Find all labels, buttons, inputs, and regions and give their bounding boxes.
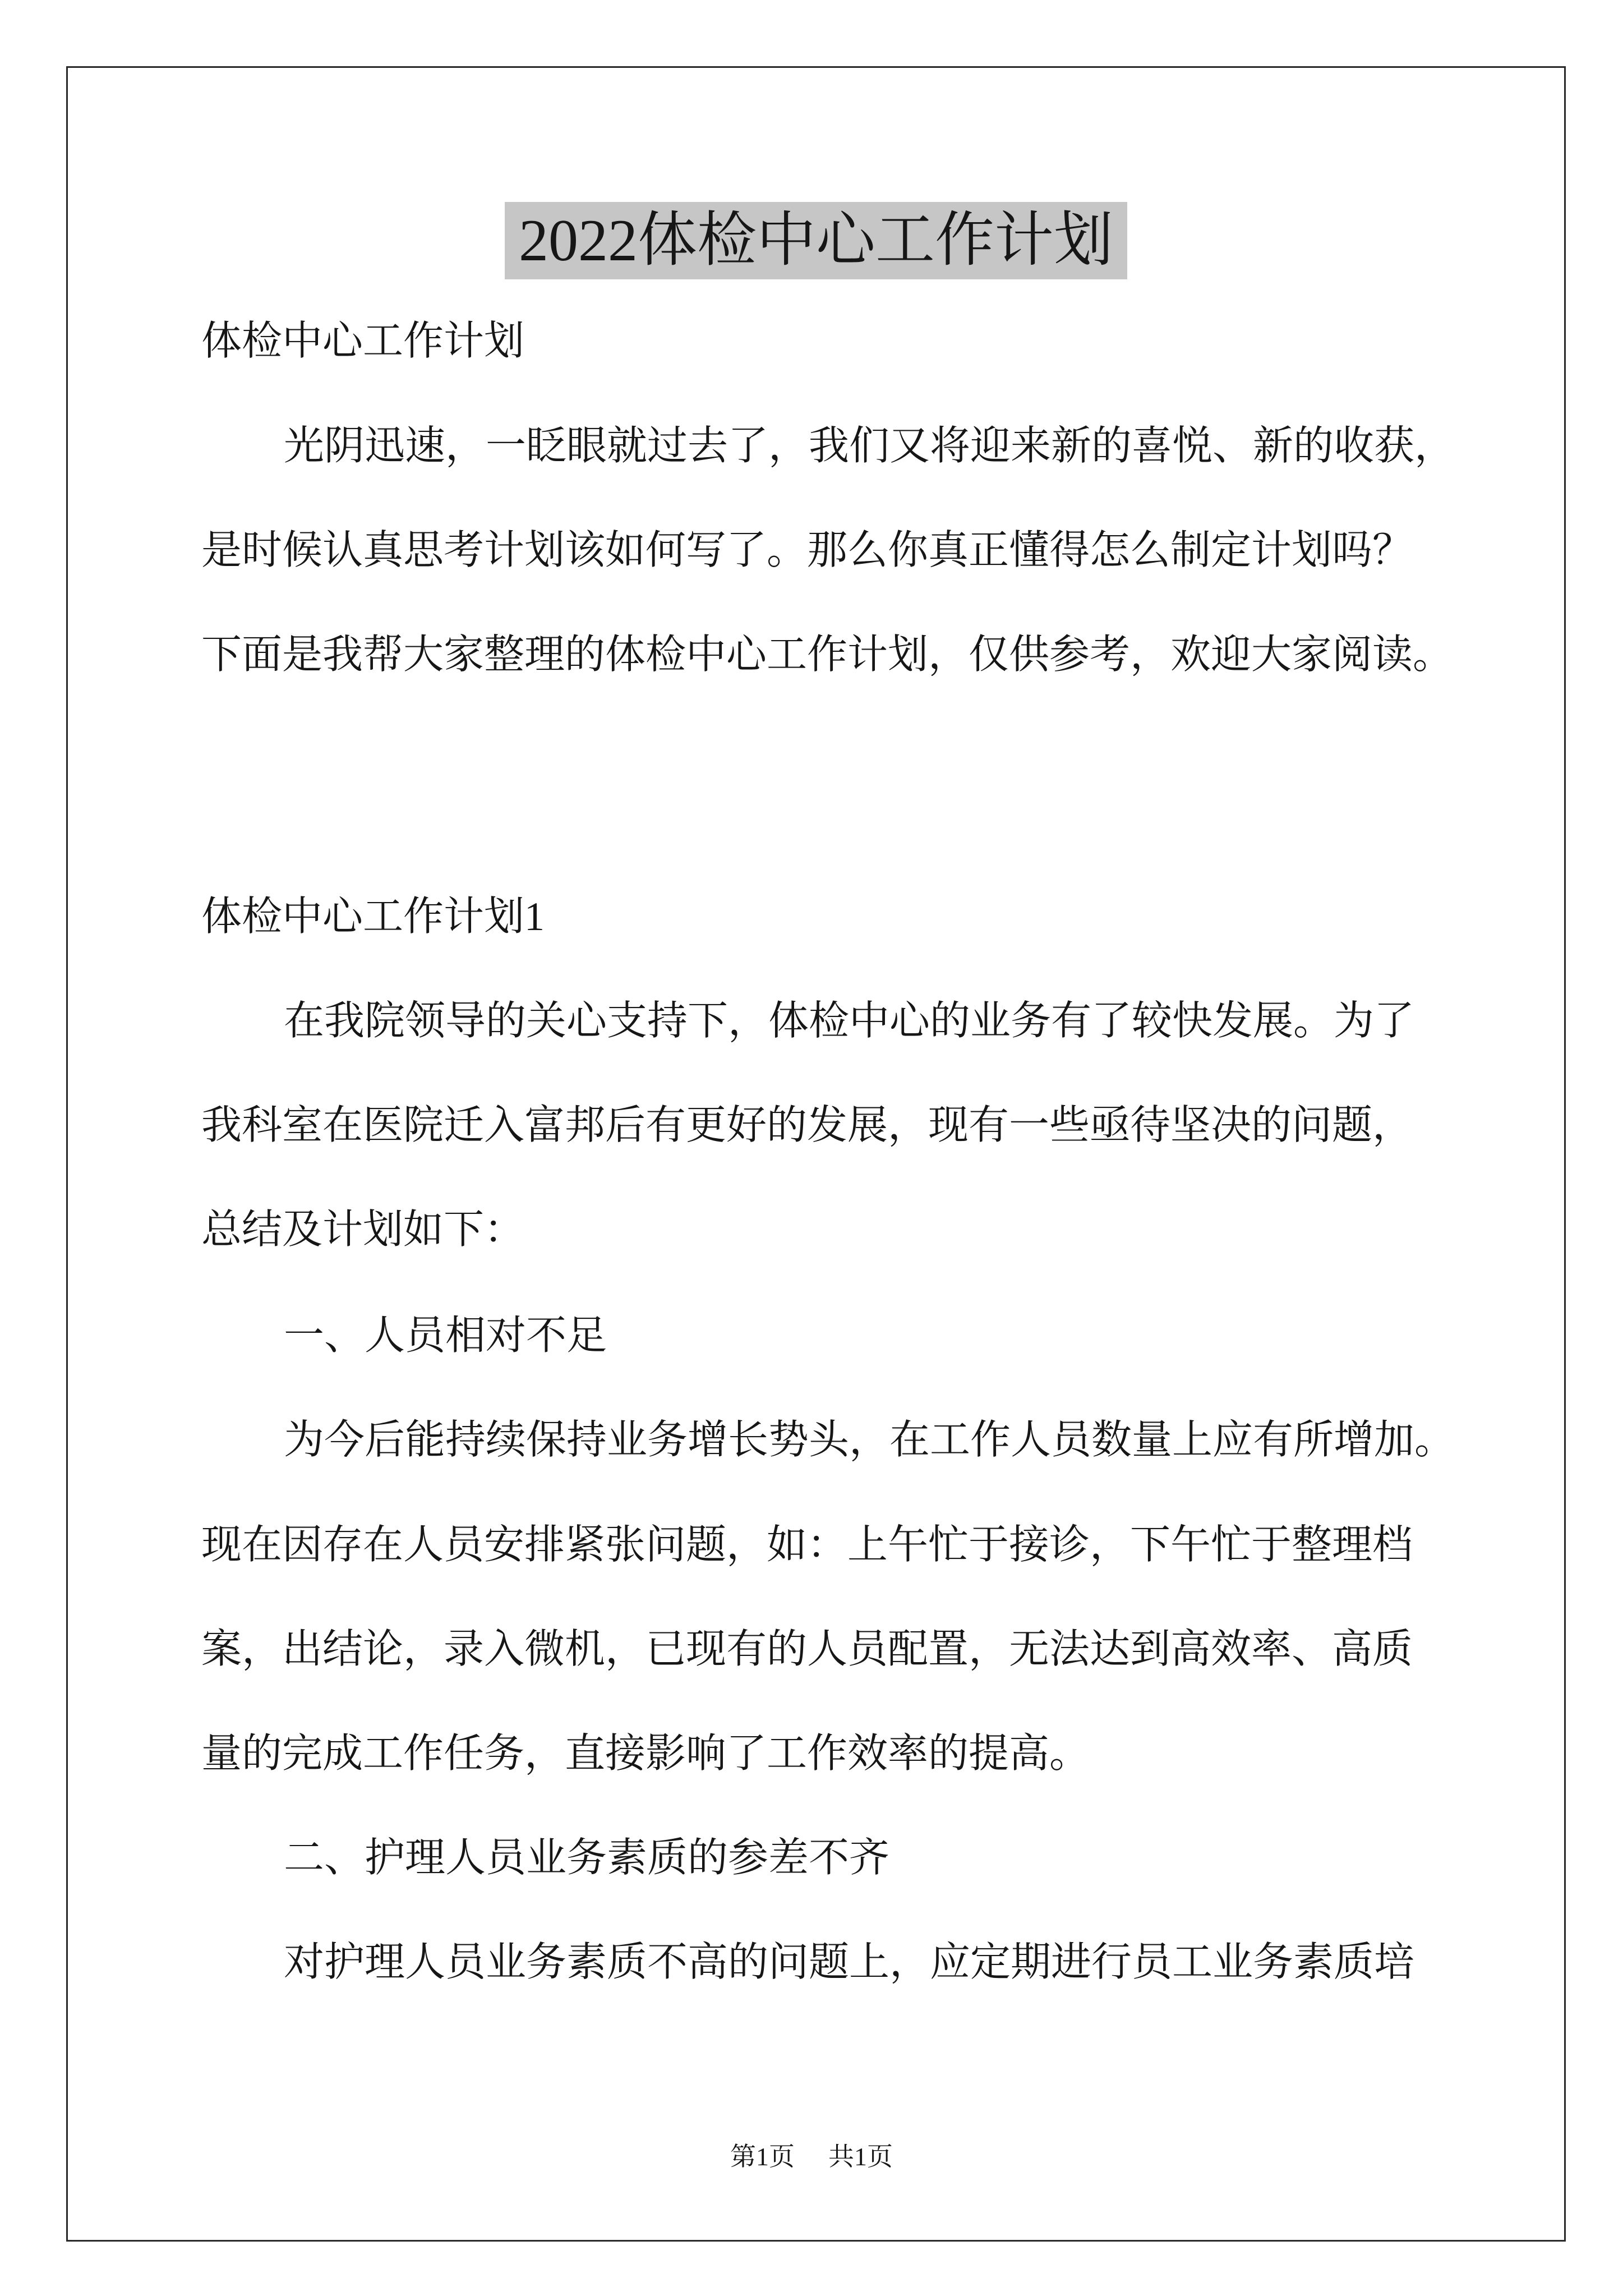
intro-line: 是时候认真思考计划该如何写了。那么你真正懂得怎么制定计划吗？: [201, 528, 1413, 573]
intro-line: 下面是我帮大家整理的体检中心工作计划，仅供参考，欢迎大家阅读。: [201, 632, 1454, 677]
intro-line: 光阴迅速，一眨眼就过去了，我们又将迎来新的喜悦、新的收获，: [284, 424, 1455, 468]
page-number-current: 第1页: [730, 2142, 795, 2171]
paragraph-line: 对护理人员业务素质不高的问题上，应定期进行员工业务素质培: [284, 1940, 1415, 1985]
paragraph-line: 总结及计划如下：: [201, 1207, 525, 1252]
paragraph-line: 案，出结论，录入微机，已现有的人员配置，无法达到高效率、高质: [201, 1627, 1413, 1672]
section-heading: 体检中心工作计划1: [201, 894, 545, 939]
paragraph-line: 在我院领导的关心支持下，体检中心的业务有了较快发展。为了: [284, 999, 1415, 1043]
page-number-total: 共1页: [828, 2142, 893, 2171]
document-title-highlight: [505, 202, 1127, 279]
document-heading: 体检中心工作计划: [201, 319, 525, 364]
paragraph-line: 量的完成工作任务，直接影响了工作效率的提高。: [201, 1731, 1090, 1776]
list-item-heading: 二、护理人员业务素质的参差不齐: [284, 1835, 890, 1880]
paragraph-line: 为今后能持续保持业务增长势头，在工作人员数量上应有所增加。: [284, 1418, 1455, 1462]
list-item-heading: 一、人员相对不足: [284, 1313, 607, 1358]
page-footer: [0, 2140, 1623, 2174]
paragraph-line: 现在因存在人员安排紧张问题，如：上午忙于接诊，下午忙于整理档: [201, 1522, 1413, 1567]
paragraph-line: 我科室在医院迁入富邦后有更好的发展，现有一些亟待坚决的问题，: [201, 1103, 1413, 1148]
document-title: 2022体检中心工作计划: [519, 208, 1113, 273]
